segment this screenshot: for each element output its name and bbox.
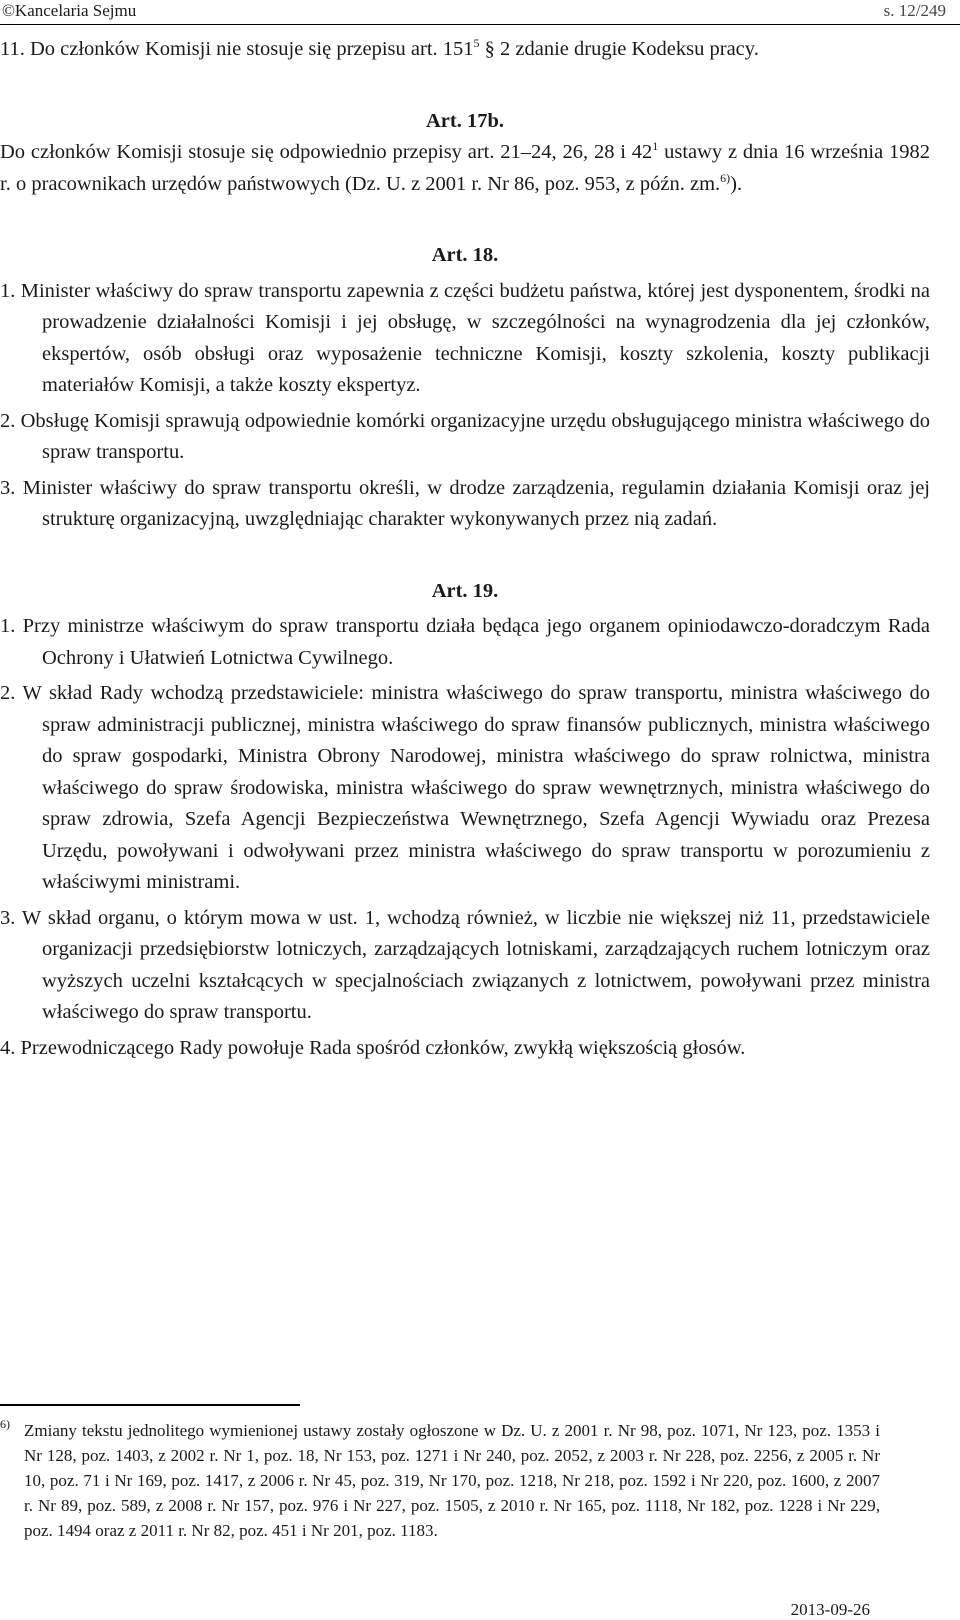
footnote-reference[interactable]: 6) [720,170,731,185]
footnote-text: Zmiany tekstu jednolitego wymienionej ustawy zostały ogłoszone w Dz. U. z 2001 r. Nr 98, poz. 1071, Nr 123, poz. 1353 i Nr 128, poz. 1403, z 2002 r. Nr 1, poz. 18, Nr 153, poz. 1271 i Nr 240, poz. 2052, z 2003 r. Nr 228, poz. 2256, z 2005 r. Nr 10, poz. 71 i Nr 169, poz. 1417, z 2006 r. Nr 45, poz. 319, Nr 170, poz. 1218, Nr 218, poz. 1592 i Nr 220, poz. 1600, z 2007 r. Nr 89, poz. 589, z 2008 r. Nr 157, poz. 976 i Nr 227, poz. 1505, z 2010 r. Nr 165, poz. 1118, Nr 182, poz. 1228 i Nr 229, poz. 1494 oraz z 2011 r. Nr 82, poz. 451 i Nr 201, poz. 1183. [24,1421,880,1540]
footnote-separator [0,1404,300,1406]
p11-superscript: 5 [473,36,480,51]
article-17b-heading: Art. 17b. [425,109,504,132]
art17b-text: Do członków Komisji stosuje się odpowiednio przepisy art. 21–24, 26, 28 i 42 [0,141,653,163]
page-header [0,0,960,25]
header-page-number: s. 12/249 [883,1,946,20]
art18-paragraph-1: 1. Minister właściwy do spraw transportu zapewnia z części budżetu państwa, której jest dysponentem, środki na prowadzenie działalności Komisji i jej obsługę, w szczególności na wynagrodzenia dla jej członków, ekspertów, osób obsługi oraz wyposażenie techniczne Komisji, koszty szkolenia, koszty publikacji materiałów Komisji, a także koszty ekspertyz. [0,279,930,396]
footer-date: 2013-09-26 [790,1600,870,1619]
article-18-heading: Art. 18. [431,244,499,266]
art17b-tail: ustawy z dnia 16 września 1982 r. o pracownikach urzędów państwowych (Dz. U. z 2001 r. Nr 86, poz. 953, z późn. zm. [0,141,931,195]
art17b-superscript: 1 [652,139,659,154]
art19-paragraph-1: 1. Przy ministrze właściwym do spraw transportu działa będąca jego organem opiniodawczo-doradczym Rada Ochrony i Ułatwień Lotnictwa Cywilnego. [0,615,930,669]
art18-paragraph-3: 3. Minister właściwy do spraw transportu określi, w drodze zarządzenia, regulamin działania Komisji oraz jej strukturę organizacyjną, uwzględniając charakter wykonywanych przez nią zadań. [0,476,930,530]
art17a-paragraph-11 [0,34,930,66]
document-body [0,30,960,1064]
footnote [0,1418,880,1543]
footnote-mark: 6) [0,1417,10,1431]
header-source: ©Kancelaria Sejmu [2,1,137,20]
p11-text: 11. Do członków Komisji nie stosuje się przepisu art. 151 [0,38,474,60]
art19-paragraph-3: 3. W skład organu, o którym mowa w ust. 1, wchodzą również, w liczbie nie większej niż 11, przedstawiciele organizacji przedsiębiorstw lotniczych, zarządzających lotniskami, zarządzających ruchem lotniczym oraz wyższych uczelni kształcących w specjalnościach związanych z lotnictwem, powoływani przez ministra właściwego do spraw transportu. [0,906,930,1023]
article-19-heading: Art. 19. [431,579,499,602]
art19-paragraph-4: 4. Przewodniczącego Rady powołuje Rada spośród członków, zwykłą większością głosów. [0,1036,746,1059]
art19-paragraph-2: 2. W skład Rady wchodzą przedstawiciele: ministra właściwego do spraw transportu, ministra właściwego do spraw administracji publicznej, ministra właściwego do spraw finansów publicznych, ministra właściwego do spraw gospodarki, Ministra Obrony Narodowej, ministra właściwego do spraw rolnictwa, ministra właściwego do spraw środowiska, ministra właściwego do spraw wewnętrznych, ministra właściwego do spraw zdrowia, Szefa Agencji Bezpieczeństwa Wewnętrznego, Szefa Agencji Wywiadu oraz Prezesa Urzędu, powoływani i odwoływani przez ministra właściwego do spraw transportu w porozumieniu z właściwymi ministrami. [0,682,930,893]
article-17b-text [0,137,930,200]
art18-paragraph-2: 2. Obsługę Komisji sprawują odpowiednie komórki organizacyjne urzędu obsługującego ministra właściwego do spraw transportu. [0,409,930,463]
p11-tail: § 2 zdanie drugie Kodeksu pracy. [479,38,759,60]
art17b-end: ). [730,172,743,195]
